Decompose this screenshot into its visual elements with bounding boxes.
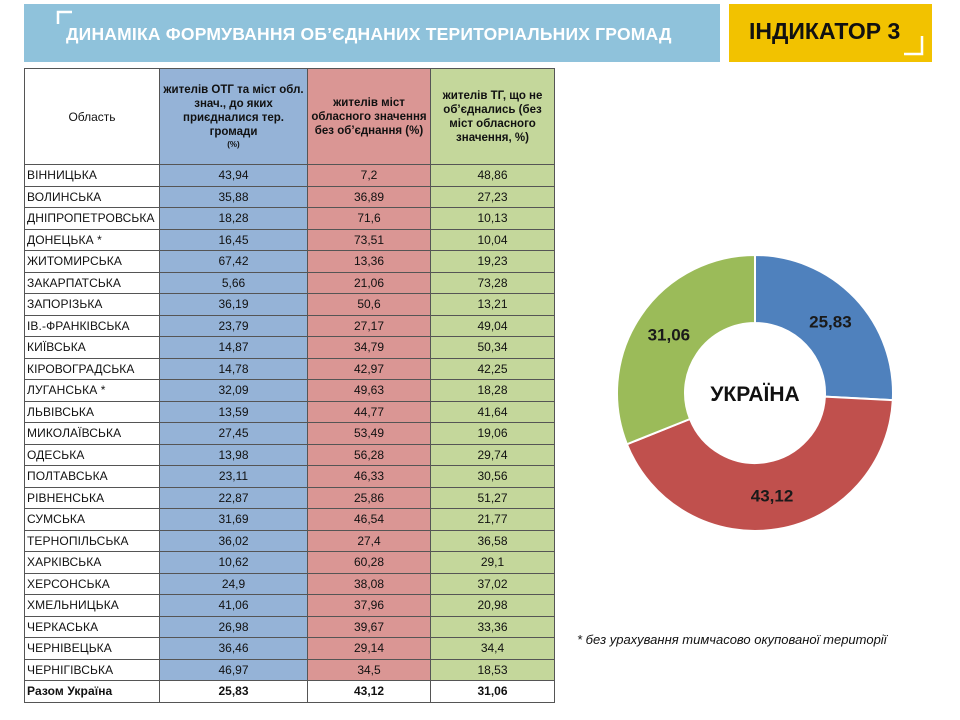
cell-col2: 49,63 [308, 380, 431, 402]
donut-data-label: 43,12 [750, 486, 794, 506]
cell-region: ХАРКІВСЬКА [25, 552, 160, 574]
cell-col3: 29,74 [431, 444, 555, 466]
cell-region: Разом Україна [25, 681, 160, 703]
cell-col2: 38,08 [308, 573, 431, 595]
cell-col1: 26,98 [160, 616, 308, 638]
cell-col1: 46,97 [160, 659, 308, 681]
cell-region: КІРОВОГРАДСЬКА [25, 358, 160, 380]
cell-col2: 53,49 [308, 423, 431, 445]
cell-col3: 49,04 [431, 315, 555, 337]
table-row [25, 616, 555, 638]
header-col1-label: жителів ОТГ та міст обл. знач., до яких приєдналися тер. громади [163, 83, 304, 138]
cell-col1: 43,94 [160, 165, 308, 187]
cell-col2: 29,14 [308, 638, 431, 660]
cell-col3: 48,86 [431, 165, 555, 187]
table-row [25, 337, 555, 359]
header-region: Область [25, 69, 160, 165]
cell-col1: 22,87 [160, 487, 308, 509]
cell-region: ВОЛИНСЬКА [25, 186, 160, 208]
badge-corner-decoration [902, 34, 924, 56]
table-row [25, 423, 555, 445]
cell-col3: 34,4 [431, 638, 555, 660]
cell-region: ДОНЕЦЬКА * [25, 229, 160, 251]
cell-col2: 46,33 [308, 466, 431, 488]
cell-region: ВІННИЦЬКА [25, 165, 160, 187]
cell-col3: 18,53 [431, 659, 555, 681]
cell-region: ЗАКАРПАТСЬКА [25, 272, 160, 294]
cell-region: ЖИТОМИРСЬКА [25, 251, 160, 273]
header-col1 [160, 69, 308, 165]
cell-region: ЧЕРНІГІВСЬКА [25, 659, 160, 681]
cell-col2: 42,97 [308, 358, 431, 380]
cell-col2: 39,67 [308, 616, 431, 638]
cell-col3: 42,25 [431, 358, 555, 380]
cell-col3: 50,34 [431, 337, 555, 359]
cell-region: ЗАПОРІЗЬКА [25, 294, 160, 316]
cell-col1: 14,87 [160, 337, 308, 359]
table-row [25, 444, 555, 466]
cell-col1: 32,09 [160, 380, 308, 402]
cell-col1: 18,28 [160, 208, 308, 230]
cell-col1: 41,06 [160, 595, 308, 617]
table-row [25, 165, 555, 187]
cell-region: ЛЬВІВСЬКА [25, 401, 160, 423]
cell-col3: 13,21 [431, 294, 555, 316]
cell-col1: 25,83 [160, 681, 308, 703]
donut-slice [617, 255, 755, 444]
cell-col3: 31,06 [431, 681, 555, 703]
table-total-row [25, 681, 555, 703]
cell-col2: 73,51 [308, 229, 431, 251]
cell-col2: 27,17 [308, 315, 431, 337]
table-row [25, 272, 555, 294]
table-row [25, 251, 555, 273]
header-col3: жителів ТГ, що не об’єднались (без міст обласного значення, %) [431, 69, 555, 165]
table-row [25, 380, 555, 402]
cell-col2: 34,5 [308, 659, 431, 681]
cell-col2: 60,28 [308, 552, 431, 574]
cell-col1: 24,9 [160, 573, 308, 595]
cell-col2: 56,28 [308, 444, 431, 466]
cell-col3: 73,28 [431, 272, 555, 294]
table-row [25, 208, 555, 230]
cell-col1: 10,62 [160, 552, 308, 574]
table-row [25, 573, 555, 595]
cell-col3: 30,56 [431, 466, 555, 488]
cell-col2: 25,86 [308, 487, 431, 509]
cell-region: КИЇВСЬКА [25, 337, 160, 359]
cell-col3: 41,64 [431, 401, 555, 423]
cell-col1: 13,98 [160, 444, 308, 466]
cell-col2: 46,54 [308, 509, 431, 531]
cell-col1: 23,79 [160, 315, 308, 337]
indicator-label: ІНДИКАТОР 3 [749, 18, 901, 44]
region-table [24, 68, 555, 703]
cell-col3: 27,23 [431, 186, 555, 208]
cell-region: ЧЕРКАСЬКА [25, 616, 160, 638]
table-header-row [25, 69, 555, 165]
cell-col3: 18,28 [431, 380, 555, 402]
cell-col1: 13,59 [160, 401, 308, 423]
cell-col1: 23,11 [160, 466, 308, 488]
cell-col1: 36,19 [160, 294, 308, 316]
cell-col1: 35,88 [160, 186, 308, 208]
cell-region: ТЕРНОПІЛЬСЬКА [25, 530, 160, 552]
cell-col2: 27,4 [308, 530, 431, 552]
page-title: ДИНАМІКА ФОРМУВАННЯ ОБ’ЄДНАНИХ ТЕРИТОРІАЛЬНИХ ГРОМАД [66, 24, 672, 44]
cell-col2: 44,77 [308, 401, 431, 423]
cell-col2: 43,12 [308, 681, 431, 703]
header-col1-unit: (%) [227, 139, 240, 149]
cell-col3: 33,36 [431, 616, 555, 638]
footnote: * без урахування тимчасово окупованої території [577, 632, 887, 647]
table-row [25, 509, 555, 531]
cell-region: ХЕРСОНСЬКА [25, 573, 160, 595]
indicator-badge [729, 4, 932, 62]
cell-col2: 50,6 [308, 294, 431, 316]
table-row [25, 401, 555, 423]
cell-col1: 67,42 [160, 251, 308, 273]
cell-col3: 19,23 [431, 251, 555, 273]
table-row [25, 595, 555, 617]
cell-region: ЛУГАНСЬКА * [25, 380, 160, 402]
table-row [25, 358, 555, 380]
cell-region: РІВНЕНСЬКА [25, 487, 160, 509]
table-row [25, 315, 555, 337]
cell-col1: 27,45 [160, 423, 308, 445]
title-banner [24, 4, 720, 62]
table-row [25, 530, 555, 552]
cell-col2: 37,96 [308, 595, 431, 617]
table-row [25, 552, 555, 574]
donut-data-label: 31,06 [647, 325, 691, 345]
cell-col1: 31,69 [160, 509, 308, 531]
cell-col2: 21,06 [308, 272, 431, 294]
cell-col3: 19,06 [431, 423, 555, 445]
table-row [25, 487, 555, 509]
cell-col3: 36,58 [431, 530, 555, 552]
cell-col2: 34,79 [308, 337, 431, 359]
table-row [25, 466, 555, 488]
donut-center-title: УКРАЇНА [710, 383, 800, 406]
header-col2: жителів міст обласного значення без об’єднання (%) [308, 69, 431, 165]
cell-col1: 36,02 [160, 530, 308, 552]
table-row [25, 186, 555, 208]
cell-region: ОДЕСЬКА [25, 444, 160, 466]
cell-col3: 37,02 [431, 573, 555, 595]
cell-col3: 29,1 [431, 552, 555, 574]
table-row [25, 229, 555, 251]
cell-col2: 36,89 [308, 186, 431, 208]
cell-region: ПОЛТАВСЬКА [25, 466, 160, 488]
cell-col1: 5,66 [160, 272, 308, 294]
cell-region: ХМЕЛЬНИЦЬКА [25, 595, 160, 617]
donut-data-label: 25,83 [809, 312, 852, 332]
ukraine-donut-chart [600, 238, 910, 548]
table-row [25, 294, 555, 316]
cell-col3: 10,13 [431, 208, 555, 230]
cell-col1: 14,78 [160, 358, 308, 380]
cell-region: ЧЕРНІВЕЦЬКА [25, 638, 160, 660]
cell-region: ІВ.-ФРАНКІВСЬКА [25, 315, 160, 337]
cell-col3: 20,98 [431, 595, 555, 617]
cell-region: МИКОЛАЇВСЬКА [25, 423, 160, 445]
cell-region: СУМСЬКА [25, 509, 160, 531]
cell-col1: 16,45 [160, 229, 308, 251]
cell-col2: 71,6 [308, 208, 431, 230]
cell-col1: 36,46 [160, 638, 308, 660]
cell-col2: 13,36 [308, 251, 431, 273]
cell-col3: 21,77 [431, 509, 555, 531]
table-row [25, 659, 555, 681]
cell-col3: 51,27 [431, 487, 555, 509]
cell-col2: 7,2 [308, 165, 431, 187]
cell-region: ДНІПРОПЕТРОВСЬКА [25, 208, 160, 230]
cell-col3: 10,04 [431, 229, 555, 251]
table-row [25, 638, 555, 660]
